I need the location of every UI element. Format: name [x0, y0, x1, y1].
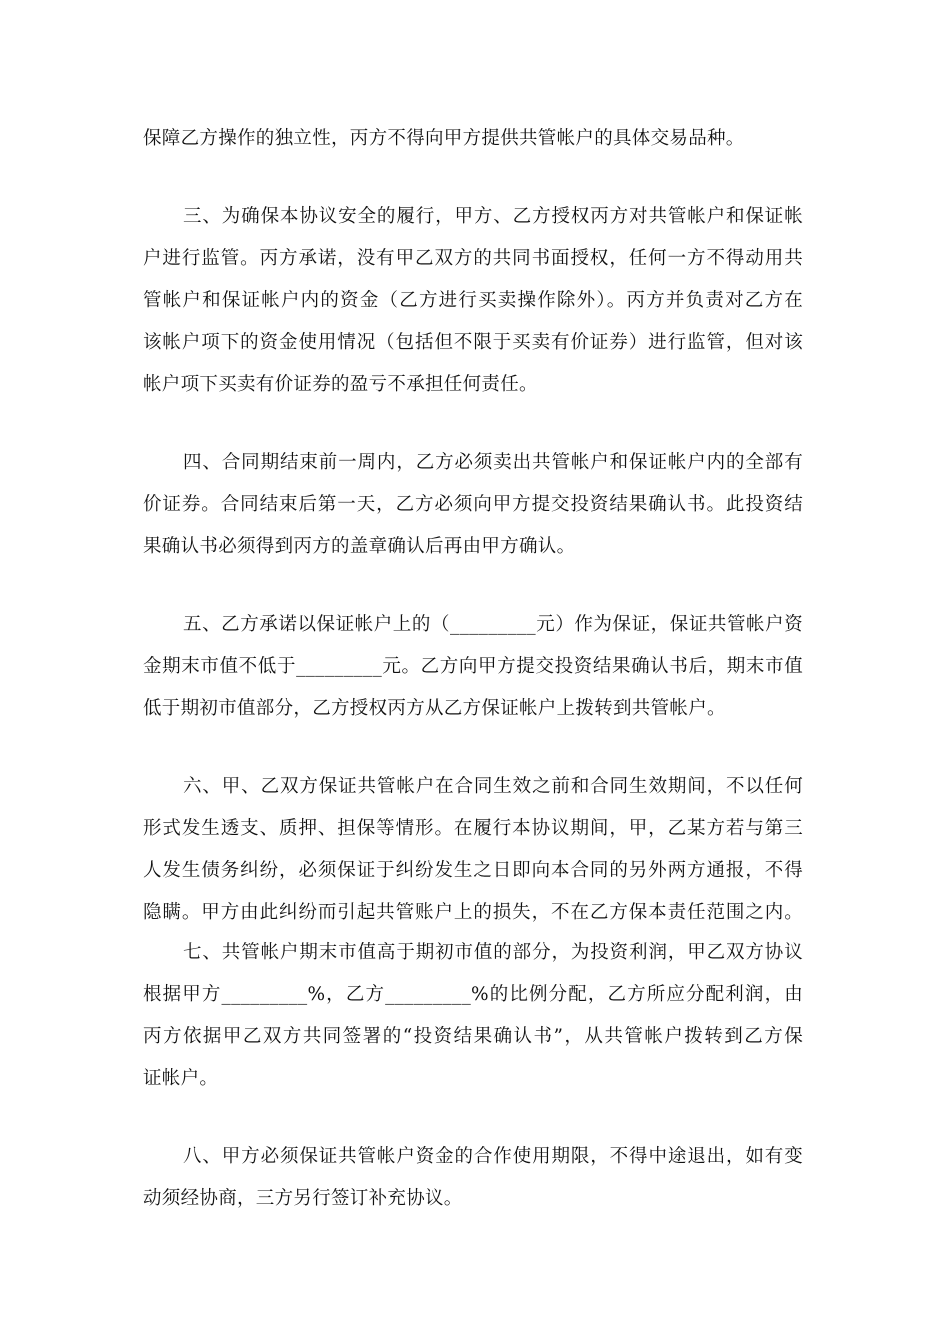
- text-line: 低于期初市值部分，乙方授权丙方从乙方保证帐户上拨转到共管帐户。: [143, 698, 726, 719]
- text-line: 隐瞒。甲方由此纠纷而引起共管账户上的损失，不在乙方保本责任范围之内。: [143, 902, 803, 923]
- text-line: 果确认书必须得到丙方的盖章确认后再由甲方确认。: [143, 536, 576, 557]
- text-line: 四、合同期结束前一周内，乙方必须卖出共管帐户和保证帐户内的全部有: [183, 452, 803, 473]
- text-line: 保障乙方操作的独立性，丙方不得向甲方提供共管帐户的具体交易品种。: [143, 128, 745, 149]
- text-line: 价证券。合同结束后第一天，乙方必须向甲方提交投资结果确认书。此投资结: [143, 494, 803, 515]
- text-line: 丙方依据甲乙双方共同签署的“投资结果确认书”，从共管帐户拨转到乙方保: [143, 1026, 803, 1047]
- text-line: 户进行监管。丙方承诺，没有甲乙双方的共同书面授权，任何一方不得动用共: [143, 248, 803, 269]
- text-line: 人发生债务纠纷，必须保证于纠纷发生之日即向本合同的另外两方通报，不得: [143, 860, 803, 881]
- text-line: 三、为确保本协议安全的履行，甲方、乙方授权丙方对共管帐户和保证帐: [183, 206, 803, 227]
- text-line: 管帐户和保证帐户内的资金（乙方进行买卖操作除外）。丙方并负责对乙方在: [143, 290, 803, 311]
- text-line: 根据甲方_________%，乙方_________%的比例分配，乙方所应分配利润，由: [143, 984, 803, 1005]
- text-line: 证帐户。: [143, 1068, 219, 1089]
- text-line: 该帐户项下的资金使用情况（包括但不限于买卖有价证券）进行监管，但对该: [143, 332, 803, 353]
- text-line: 七、共管帐户期末市值高于期初市值的部分，为投资利润，甲乙双方协议: [183, 942, 803, 963]
- text-line: 动须经协商，三方另行签订补充协议。: [143, 1188, 463, 1209]
- text-line: 五、乙方承诺以保证帐户上的（_________元）作为保证，保证共管帐户资: [183, 614, 803, 635]
- text-line: 形式发生透支、质押、担保等情形。在履行本协议期间，甲，乙某方若与第三: [143, 818, 803, 839]
- text-line: 金期末市值不低于_________元。乙方向甲方提交投资结果确认书后，期末市值: [143, 656, 803, 677]
- text-line: 帐户项下买卖有价证券的盈亏不承担任何责任。: [143, 374, 538, 395]
- text-line: 六、甲、乙双方保证共管帐户在合同生效之前和合同生效期间，不以任何: [183, 776, 803, 797]
- text-line: 八、甲方必须保证共管帐户资金的合作使用期限，不得中途退出，如有变: [183, 1146, 803, 1167]
